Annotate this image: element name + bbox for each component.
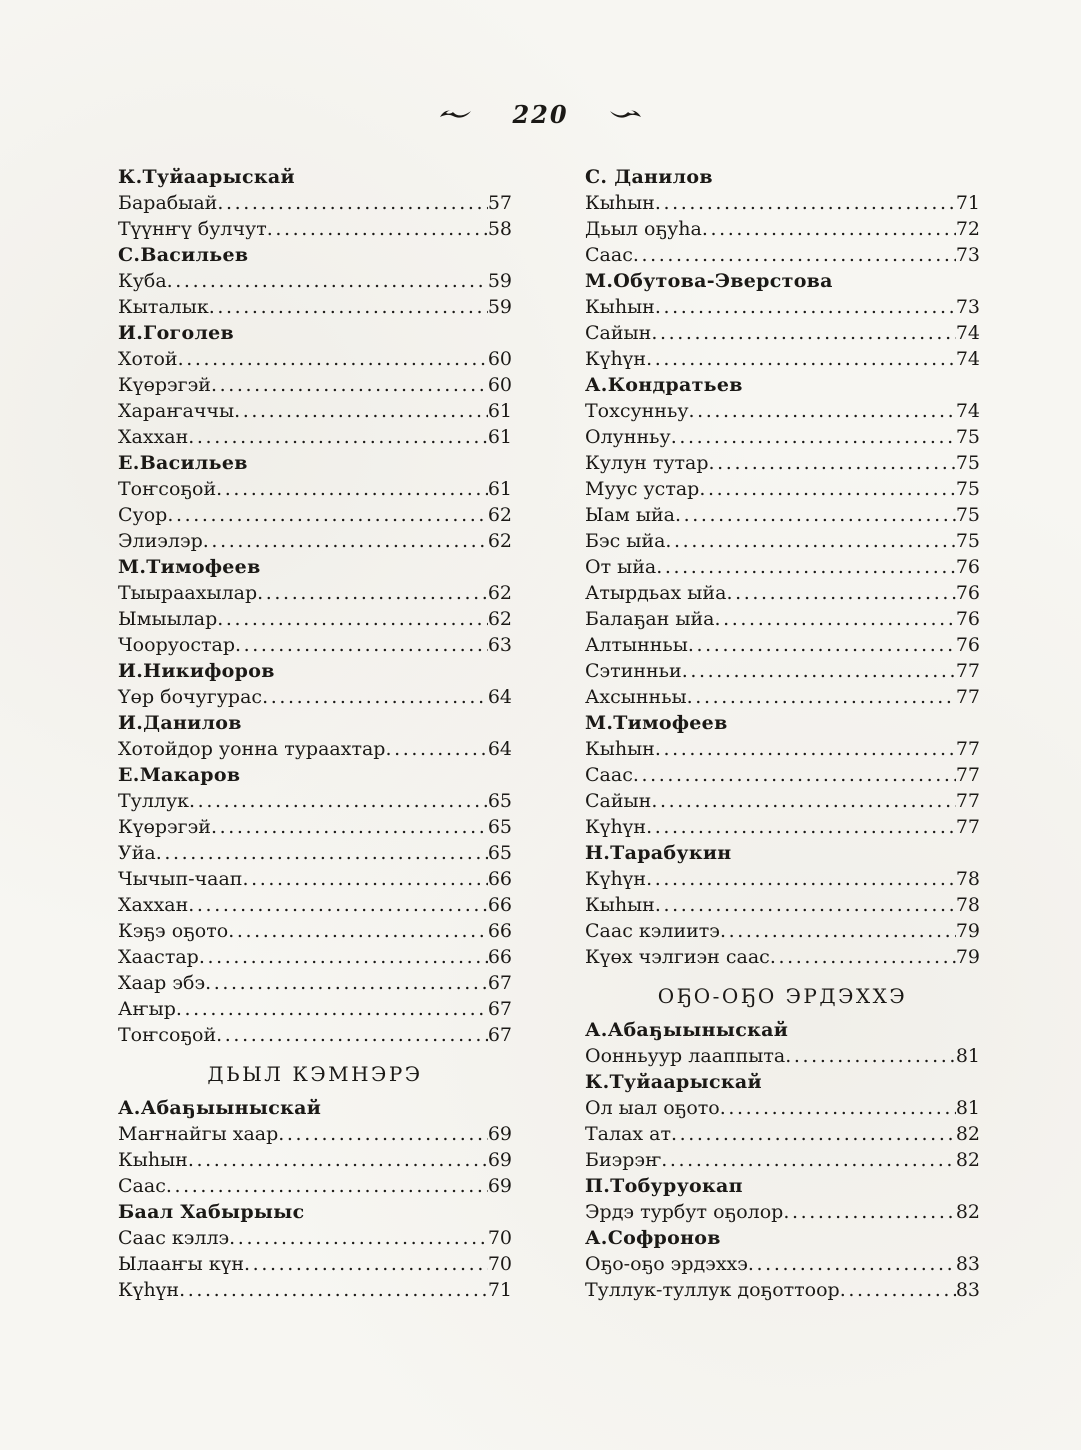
dotted-leader <box>785 1043 956 1069</box>
author-name: Н.Тарабукин <box>585 842 732 864</box>
entry-title: Күһүн <box>585 816 647 838</box>
entry-title: Хаххан <box>118 426 189 448</box>
toc-entry <box>118 268 512 294</box>
author-name: Е.Васильев <box>118 452 248 474</box>
section-heading: ОҔО-ОҔО ЭРДЭХХЭ <box>657 984 908 1008</box>
toc-column-left <box>118 164 512 1303</box>
entry-title: Тоҥсоҕой <box>118 1024 217 1046</box>
entry-title: Туллук <box>118 790 190 812</box>
toc-entry <box>585 554 980 580</box>
entry-title: Эрдэ турбут оҕолор <box>585 1201 784 1223</box>
dotted-leader <box>267 216 488 242</box>
entry-title: Тоҥсоҕой <box>118 478 217 500</box>
author-name: К.Туйаарыскай <box>585 1071 762 1093</box>
toc-entry <box>585 528 980 554</box>
entry-page-number: 75 <box>955 426 980 448</box>
entry-title: Ахсынньы <box>585 686 687 708</box>
dotted-leader <box>715 606 956 632</box>
entry-title: Кыһын <box>585 192 655 214</box>
entry-page-number: 66 <box>487 946 512 968</box>
dotted-leader <box>675 502 956 528</box>
entry-page-number: 65 <box>487 790 512 812</box>
toc-entry <box>118 632 512 658</box>
entry-title: Күһүн <box>585 348 647 370</box>
toc-entry <box>118 814 512 840</box>
flourish-left-icon <box>438 106 474 124</box>
entry-title: Хотой <box>118 348 178 370</box>
author-name: М.Обутова-Эверстова <box>585 270 833 292</box>
entry-page-number: 79 <box>955 920 980 942</box>
entry-page-number: 72 <box>955 218 980 240</box>
entry-page-number: 78 <box>955 868 980 890</box>
author-name: С. Данилов <box>585 166 713 188</box>
toc-entry <box>118 1225 512 1251</box>
dotted-leader <box>699 476 955 502</box>
entry-title: Куба <box>118 270 167 292</box>
entry-page-number: 61 <box>487 426 512 448</box>
section-heading: ДЬЫЛ КЭМНЭРЭ <box>207 1062 423 1086</box>
entry-title: Чычып-чаап <box>118 868 243 890</box>
dotted-leader <box>651 320 955 346</box>
dotted-leader <box>726 580 955 606</box>
author-name: А.Абаҕыыныскай <box>585 1019 789 1041</box>
toc-entry <box>118 996 512 1022</box>
author-name: Баал Хабырыыс <box>118 1201 305 1223</box>
dotted-leader <box>278 1121 488 1147</box>
toc-entry <box>118 580 512 606</box>
toc-entry <box>118 736 512 762</box>
entry-page-number: 73 <box>955 296 980 318</box>
flourish-right-icon <box>607 106 643 124</box>
entry-title: Чооруостар <box>118 634 235 656</box>
author-name: С.Васильев <box>118 244 249 266</box>
entry-page-number: 62 <box>487 608 512 630</box>
entry-title: Сэтинньи <box>585 660 682 682</box>
entry-page-number: 60 <box>487 348 512 370</box>
entry-page-number: 73 <box>955 244 980 266</box>
entry-page-number: 58 <box>487 218 512 240</box>
toc-entry <box>585 1199 980 1225</box>
dotted-leader <box>682 658 956 684</box>
entry-title: Барабыай <box>118 192 218 214</box>
toc-entry <box>585 736 980 762</box>
entry-title: Күһүн <box>585 868 647 890</box>
entry-page-number: 65 <box>487 842 512 864</box>
entry-title: Күһүн <box>118 1279 180 1301</box>
entry-page-number: 76 <box>955 608 980 630</box>
toc-entry <box>585 346 980 372</box>
toc-entry <box>118 476 512 502</box>
entry-title: Кулун тутар <box>585 452 709 474</box>
dotted-leader <box>199 944 488 970</box>
toc-entry <box>118 372 512 398</box>
entry-title: От ыйа <box>585 556 657 578</box>
entry-page-number: 82 <box>955 1123 980 1145</box>
dotted-leader <box>235 632 488 658</box>
toc-entry <box>118 216 512 242</box>
dotted-leader <box>234 398 488 424</box>
entry-title: Хараҥаччы <box>118 400 235 422</box>
entry-title: Саас <box>585 244 633 266</box>
entry-page-number: 70 <box>487 1227 512 1249</box>
entry-page-number: 66 <box>487 868 512 890</box>
toc-entry <box>585 190 980 216</box>
entry-title: Кэҕэ оҕото <box>118 920 229 942</box>
entry-title: Ымыылар <box>118 608 218 630</box>
dotted-leader <box>671 424 956 450</box>
entry-title: Кыһын <box>585 296 655 318</box>
dotted-leader <box>188 892 488 918</box>
entry-title: Саас <box>118 1175 166 1197</box>
dotted-leader <box>655 892 956 918</box>
entry-title: Ол ыал оҕото <box>585 1097 720 1119</box>
entry-title: Түүнҥү булчут <box>118 218 267 240</box>
entry-page-number: 67 <box>487 1024 512 1046</box>
dotted-leader <box>646 814 956 840</box>
toc-entry <box>118 970 512 996</box>
dotted-leader <box>665 528 955 554</box>
entry-page-number: 67 <box>487 998 512 1020</box>
entry-title: Атырдьах ыйа <box>585 582 727 604</box>
toc-entry <box>118 840 512 866</box>
entry-page-number: 74 <box>955 322 980 344</box>
toc-entry <box>118 1277 512 1303</box>
dotted-leader <box>655 736 956 762</box>
toc-entry <box>585 450 980 476</box>
toc-entry <box>118 866 512 892</box>
entry-page-number: 77 <box>955 790 980 812</box>
dotted-leader <box>178 346 488 372</box>
toc-entry <box>118 1173 512 1199</box>
entry-page-number: 74 <box>955 348 980 370</box>
toc-entry <box>585 684 980 710</box>
entry-title: Кыһын <box>118 1149 188 1171</box>
entry-page-number: 66 <box>487 920 512 942</box>
toc-entry <box>585 1121 980 1147</box>
entry-page-number: 77 <box>955 738 980 760</box>
dotted-leader <box>688 632 956 658</box>
toc-entry <box>585 632 980 658</box>
toc-entry <box>118 190 512 216</box>
entry-page-number: 82 <box>955 1201 980 1223</box>
entry-title: Маҥнайгы хаар <box>118 1123 279 1145</box>
entry-page-number: 77 <box>955 686 980 708</box>
toc-entry <box>585 1277 980 1303</box>
toc-entry <box>118 398 512 424</box>
toc-entry <box>585 658 980 684</box>
dotted-leader <box>211 814 488 840</box>
dotted-leader <box>188 424 488 450</box>
entry-page-number: 82 <box>955 1149 980 1171</box>
author-name: И.Гоголев <box>118 322 235 344</box>
entry-page-number: 62 <box>487 504 512 526</box>
entry-page-number: 75 <box>955 504 980 526</box>
entry-title: Сайын <box>585 790 652 812</box>
entry-title: Кыталык <box>118 296 209 318</box>
toc-column-right <box>585 164 980 1303</box>
entry-page-number: 70 <box>487 1253 512 1275</box>
entry-page-number: 77 <box>955 816 980 838</box>
entry-page-number: 75 <box>955 452 980 474</box>
entry-title: Алтынньы <box>585 634 688 656</box>
dotted-leader <box>188 1147 488 1173</box>
entry-title: Сайын <box>585 322 652 344</box>
entry-title: Бэс ыйа <box>585 530 666 552</box>
dotted-leader <box>702 216 956 242</box>
entry-title: Кыһын <box>585 894 655 916</box>
dotted-leader <box>720 1095 956 1121</box>
dotted-leader <box>720 918 956 944</box>
toc-entry <box>585 892 980 918</box>
dotted-leader <box>257 580 488 606</box>
dotted-leader <box>166 1173 488 1199</box>
dotted-leader <box>176 996 488 1022</box>
toc-entry <box>585 320 980 346</box>
dotted-leader <box>167 268 488 294</box>
entry-title: Хаар эбэ <box>118 972 206 994</box>
toc-entry <box>118 918 512 944</box>
entry-page-number: 62 <box>487 530 512 552</box>
entry-title: Оонньуур лааппыта <box>585 1045 786 1067</box>
entry-title: Уйа <box>118 842 156 864</box>
toc-entry <box>118 788 512 814</box>
author-name: А.Абаҕыыныскай <box>118 1097 322 1119</box>
entry-page-number: 77 <box>955 764 980 786</box>
author-name: М.Тимофеев <box>585 712 728 734</box>
entry-title: Талах ат <box>585 1123 671 1145</box>
entry-page-number: 83 <box>955 1253 980 1275</box>
entry-title: Күөрэгэй <box>118 816 211 838</box>
entry-page-number: 59 <box>487 270 512 292</box>
toc-entry <box>585 788 980 814</box>
dotted-leader <box>689 398 956 424</box>
toc-entry <box>118 1251 512 1277</box>
entry-page-number: 66 <box>487 894 512 916</box>
dotted-leader <box>262 684 488 710</box>
entry-title: Оҕо-оҕо эрдэххэ <box>585 1253 748 1275</box>
dotted-leader <box>783 1199 956 1225</box>
entry-page-number: 71 <box>955 192 980 214</box>
entry-page-number: 62 <box>487 582 512 604</box>
entry-page-number: 61 <box>487 478 512 500</box>
toc-entry <box>585 1251 980 1277</box>
toc-entry <box>585 918 980 944</box>
dotted-leader <box>748 1251 956 1277</box>
dotted-leader <box>216 1022 488 1048</box>
entry-page-number: 74 <box>955 400 980 422</box>
entry-title: Хотойдор уонна тураахтар <box>118 738 386 760</box>
entry-page-number: 61 <box>487 400 512 422</box>
toc-entry <box>585 866 980 892</box>
toc-entry <box>118 892 512 918</box>
entry-page-number: 63 <box>487 634 512 656</box>
entry-title: Аҥыр <box>118 998 176 1020</box>
dotted-leader <box>646 866 956 892</box>
entry-title: Күөрэгэй <box>118 374 211 396</box>
entry-page-number: 69 <box>487 1149 512 1171</box>
entry-page-number: 79 <box>955 946 980 968</box>
dotted-leader <box>687 684 956 710</box>
dotted-leader <box>211 372 488 398</box>
entry-page-number: 57 <box>487 192 512 214</box>
dotted-leader <box>205 970 488 996</box>
author-name: И.Данилов <box>118 712 242 734</box>
entry-title: Күөх чэлгиэн саас <box>585 946 770 968</box>
author-name: А.Кондратьев <box>585 374 743 396</box>
entry-title: Ыам ыйа <box>585 504 675 526</box>
toc-entry <box>585 424 980 450</box>
toc-entry <box>585 1147 980 1173</box>
entry-page-number: 75 <box>955 478 980 500</box>
toc-entry <box>118 606 512 632</box>
entry-page-number: 76 <box>955 582 980 604</box>
toc-entry <box>118 1147 512 1173</box>
entry-page-number: 69 <box>487 1175 512 1197</box>
toc-entry <box>118 1121 512 1147</box>
entry-page-number: 81 <box>955 1097 980 1119</box>
dotted-leader <box>655 294 956 320</box>
entry-title: Балаҕан ыйа <box>585 608 715 630</box>
entry-title: Муус устар <box>585 478 700 500</box>
dotted-leader <box>646 346 956 372</box>
entry-page-number: 81 <box>955 1045 980 1067</box>
toc-entry <box>585 814 980 840</box>
toc-entry <box>118 944 512 970</box>
entry-title: Кыһын <box>585 738 655 760</box>
toc-entry <box>118 1022 512 1048</box>
toc-entry <box>585 762 980 788</box>
entry-title: Дьыл оҕуһа <box>585 218 702 240</box>
dotted-leader <box>633 242 956 268</box>
author-name: П.Тобуруокап <box>585 1175 743 1197</box>
dotted-leader <box>167 502 487 528</box>
author-name: А.Софронов <box>585 1227 721 1249</box>
dotted-leader <box>655 190 956 216</box>
entry-title: Саас <box>585 764 633 786</box>
toc-entry <box>585 606 980 632</box>
dotted-leader <box>228 918 488 944</box>
dotted-leader <box>189 788 488 814</box>
dotted-leader <box>217 606 488 632</box>
toc-entry <box>118 502 512 528</box>
toc-entry <box>118 346 512 372</box>
toc-entry <box>585 242 980 268</box>
author-name: М.Тимофеев <box>118 556 261 578</box>
toc-entry <box>585 398 980 424</box>
dotted-leader <box>179 1277 488 1303</box>
toc-entry <box>585 502 980 528</box>
dotted-leader <box>244 1251 488 1277</box>
dotted-leader <box>156 840 488 866</box>
entry-page-number: 71 <box>487 1279 512 1301</box>
author-name: К.Туйаарыскай <box>118 166 295 188</box>
entry-title: Тыыраахылар <box>118 582 258 604</box>
entry-page-number: 76 <box>955 634 980 656</box>
dotted-leader <box>651 788 955 814</box>
page-number: 220 <box>512 100 569 129</box>
entry-title: Олунньу <box>585 426 671 448</box>
toc-entry <box>585 580 980 606</box>
dotted-leader <box>656 554 956 580</box>
entry-title: Саас кэлиитэ <box>585 920 720 942</box>
author-name: И.Никифоров <box>118 660 275 682</box>
toc-entry <box>118 424 512 450</box>
dotted-leader <box>209 294 488 320</box>
entry-title: Хаххан <box>118 894 189 916</box>
entry-title: Туллук-туллук доҕоттоор <box>585 1279 840 1301</box>
entry-title: Үөр бочугурас <box>118 686 263 708</box>
dotted-leader <box>633 762 956 788</box>
toc-entry <box>585 1043 980 1069</box>
toc-entry <box>118 528 512 554</box>
entry-title: Хаастар <box>118 946 199 968</box>
author-name: Е.Макаров <box>118 764 241 786</box>
dotted-leader <box>216 476 488 502</box>
entry-title: Ылааҥы күн <box>118 1253 245 1275</box>
entry-title: Саас кэллэ <box>118 1227 230 1249</box>
dotted-leader <box>385 736 487 762</box>
dotted-leader <box>203 528 488 554</box>
entry-title: Тохсунньу <box>585 400 689 422</box>
dotted-leader <box>671 1121 956 1147</box>
toc-entry <box>585 1095 980 1121</box>
toc-entry <box>585 944 980 970</box>
entry-title: Суор <box>118 504 168 526</box>
entry-page-number: 69 <box>487 1123 512 1145</box>
toc-entry <box>585 294 980 320</box>
entry-page-number: 67 <box>487 972 512 994</box>
entry-page-number: 76 <box>955 556 980 578</box>
entry-page-number: 60 <box>487 374 512 396</box>
dotted-leader <box>709 450 956 476</box>
entry-page-number: 65 <box>487 816 512 838</box>
entry-page-number: 64 <box>487 686 512 708</box>
entry-page-number: 83 <box>955 1279 980 1301</box>
entry-page-number: 75 <box>955 530 980 552</box>
toc-entry <box>585 476 980 502</box>
entry-title: Биэрэҥ <box>585 1149 662 1171</box>
toc-entry <box>585 216 980 242</box>
dotted-leader <box>770 944 956 970</box>
dotted-leader <box>242 866 487 892</box>
dotted-leader <box>229 1225 488 1251</box>
toc-entry <box>118 684 512 710</box>
page-header <box>0 100 1081 129</box>
entry-page-number: 59 <box>487 296 512 318</box>
entry-page-number: 78 <box>955 894 980 916</box>
dotted-leader <box>217 190 487 216</box>
entry-title: Элиэлэр <box>118 530 203 552</box>
dotted-leader <box>661 1147 956 1173</box>
entry-page-number: 77 <box>955 660 980 682</box>
dotted-leader <box>840 1277 956 1303</box>
toc-entry <box>118 294 512 320</box>
entry-page-number: 64 <box>487 738 512 760</box>
